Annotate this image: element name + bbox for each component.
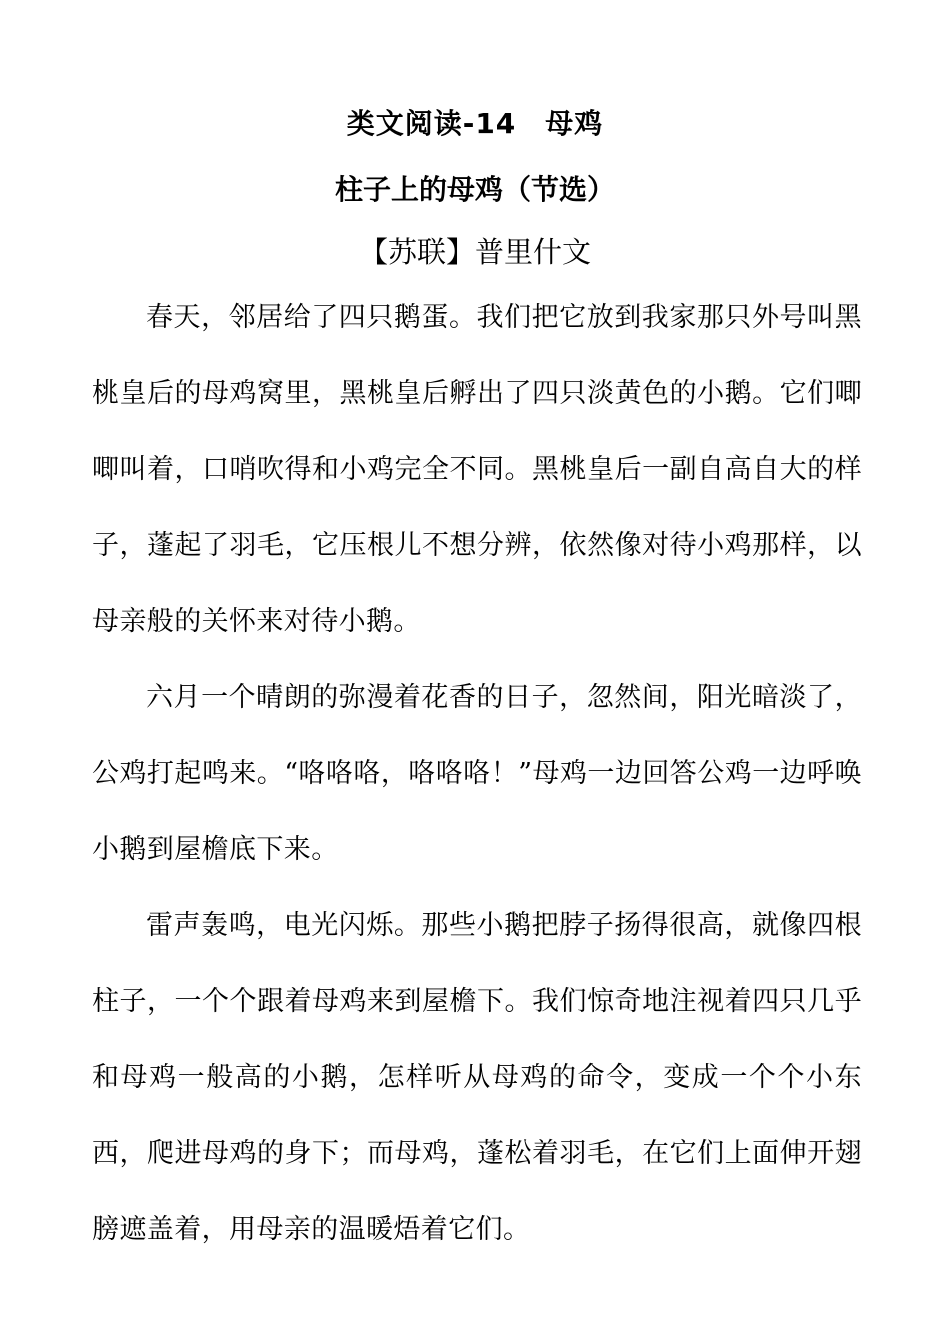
paragraph: 六月一个晴朗的弥漫着花香的日子，忽然间，阳光暗淡了，公鸡打起鸣来。“咯咯咯，咯咯咯！”母鸡一边回答公鸡一边呼唤小鹅到屋檐底下来。 <box>92 682 862 865</box>
series-heading: 类文阅读-14 母鸡 <box>346 107 604 140</box>
paragraph: 春天，邻居给了四只鹅蛋。我们把它放到我家那只外号叫黑桃皇后的母鸡窝里，黑桃皇后孵出了四只淡黄色的小鹅。它们唧唧叫着，口哨吹得和小鸡完全不同。黑桃皇后一副自高自大的样子，蓬起了羽毛，它压根儿不想分辨，依然像对待小鸡那样，以母亲般的关怀来对待小鹅。 <box>92 302 862 637</box>
paragraph: 雷声轰鸣，电光闪烁。那些小鹅把脖子扬得很高，就像四根柱子，一个个跟着母鸡来到屋檐下。我们惊奇地注视着四只几乎和母鸡一般高的小鹅，怎样听从母鸡的命令，变成一个个小东西，爬进母鸡的身下；而母鸡，蓬松着羽毛，在它们上面伸开翅膀遮盖着，用母亲的温暖焐着它们。 <box>92 910 862 1245</box>
article-title: 柱子上的母鸡（节选） <box>334 173 615 206</box>
author-line: 【苏联】普里什文 <box>358 235 591 269</box>
article-body <box>92 280 862 1268</box>
